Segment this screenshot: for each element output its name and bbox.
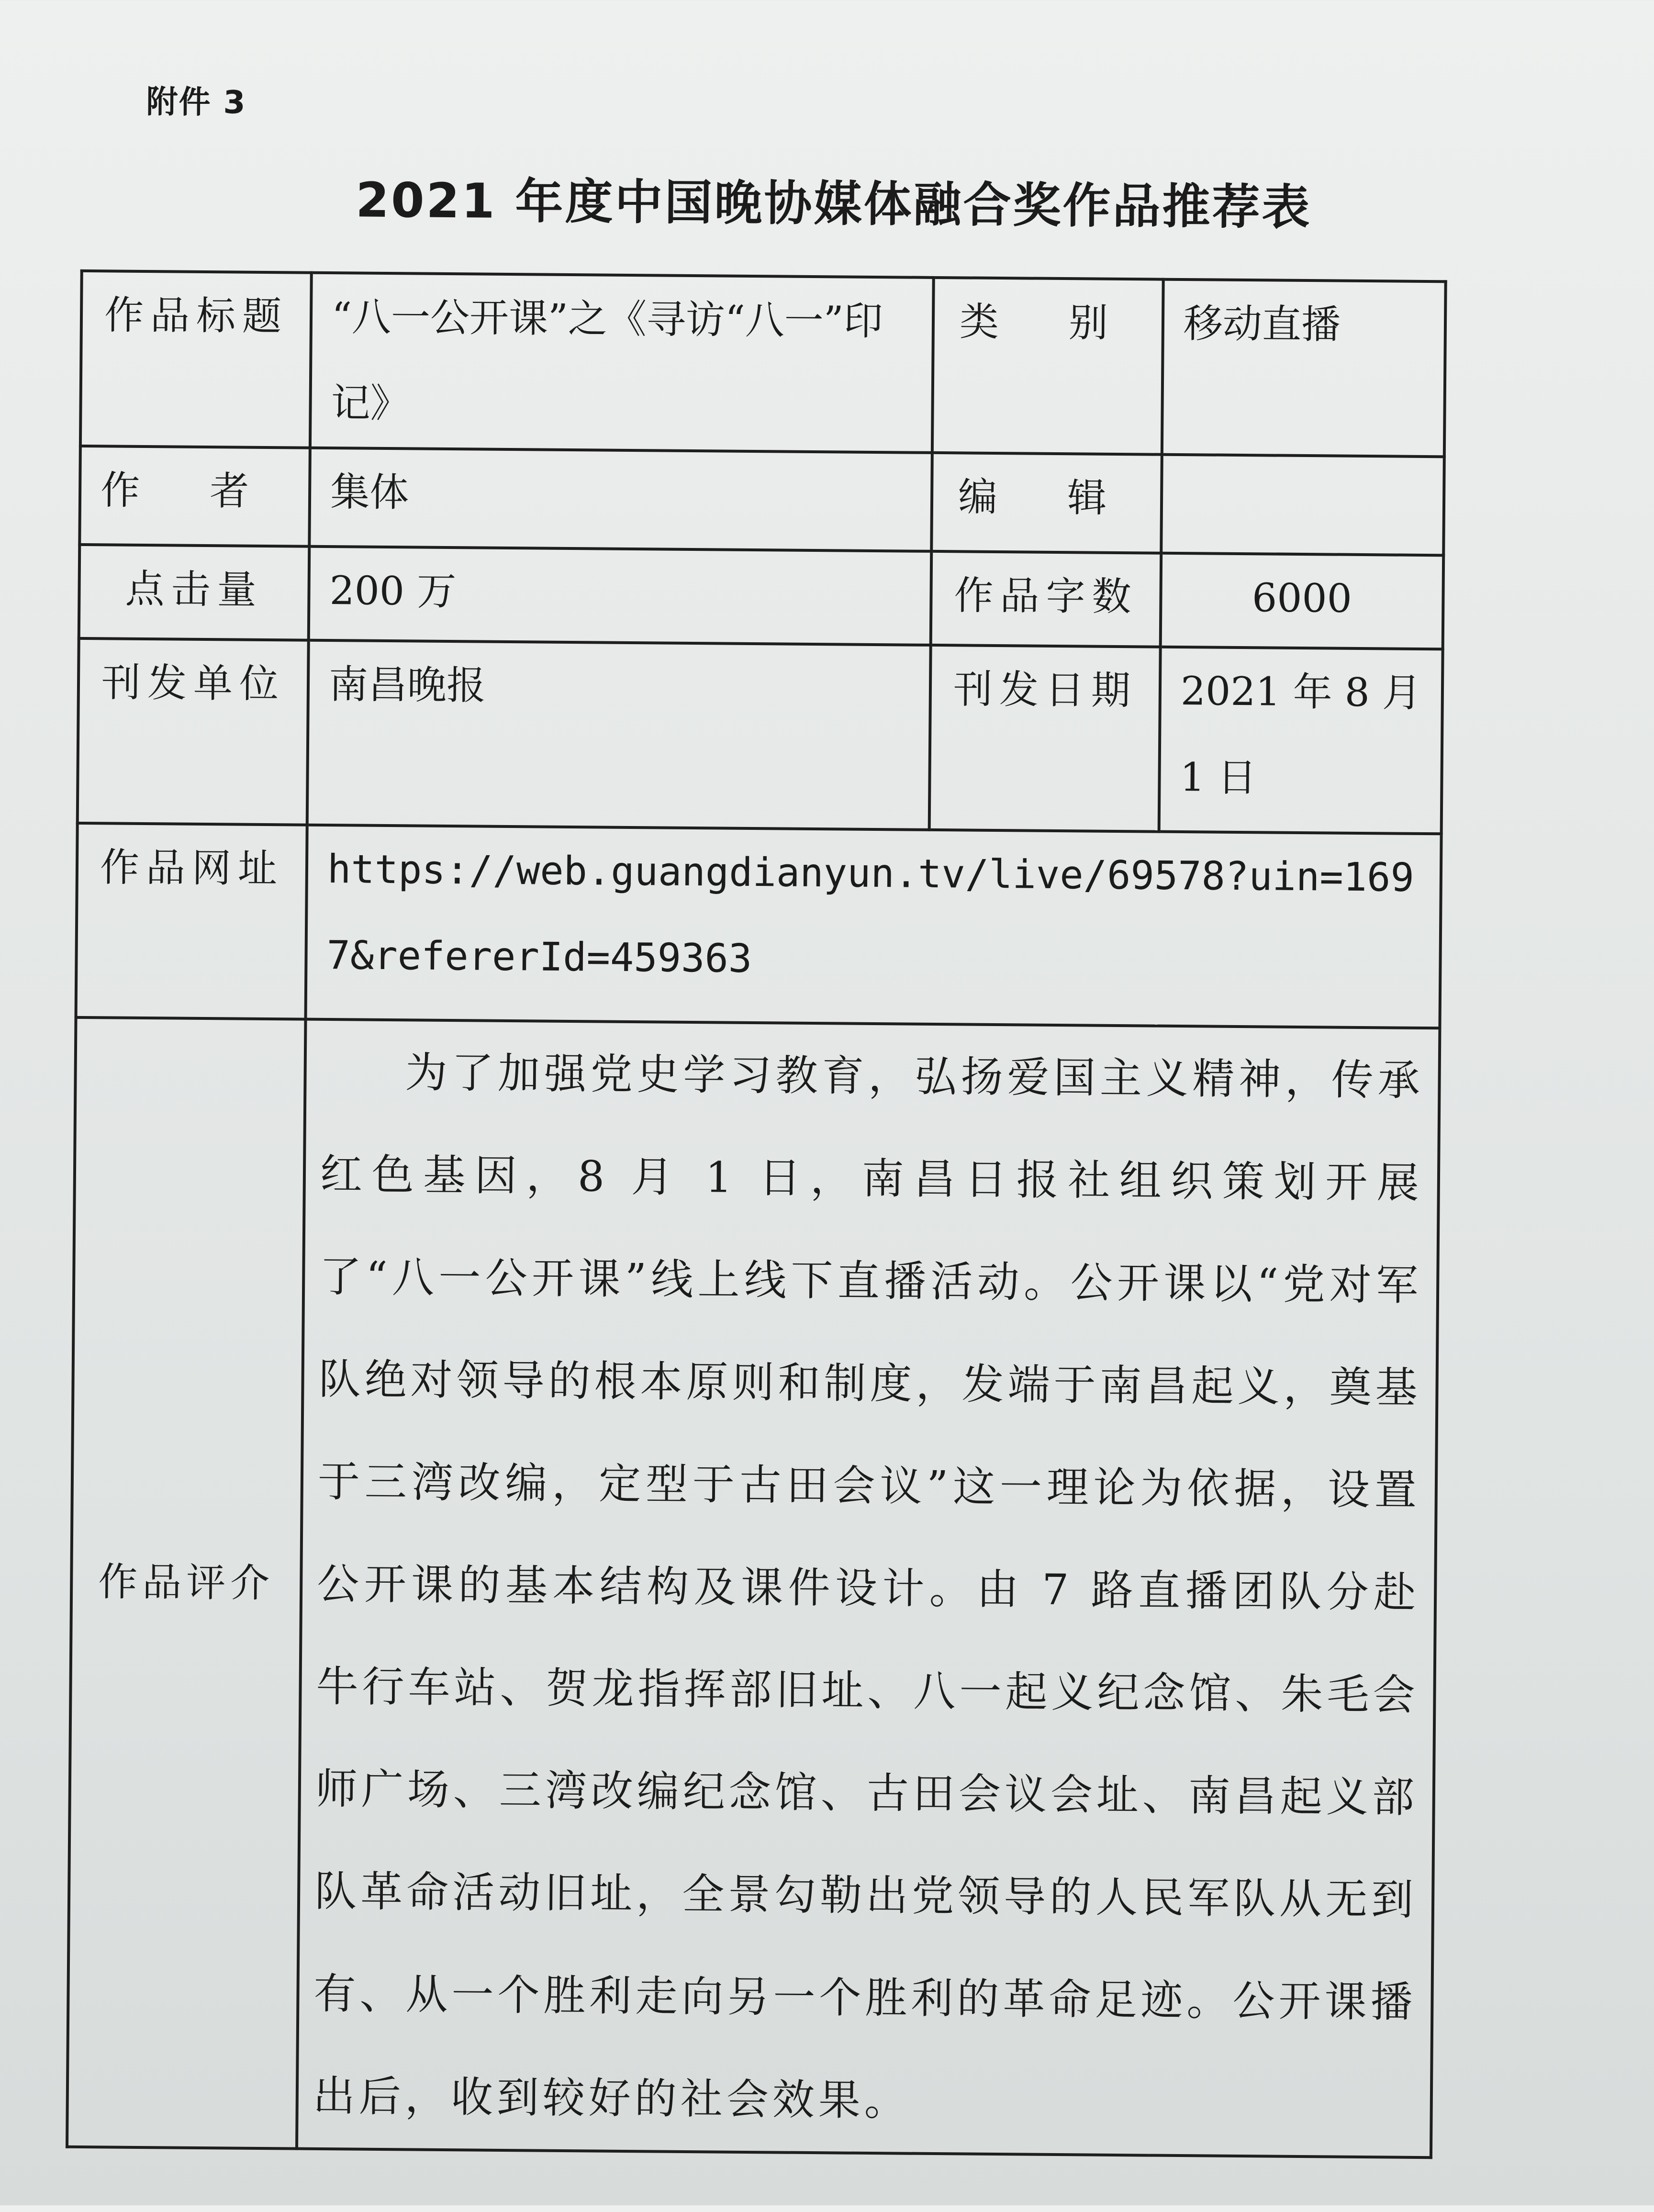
url-label: 作品网址 [76,823,307,1019]
author-label-text: 作 者 [100,468,278,515]
recommendation-form-table [66,269,1447,2159]
table-row [67,1017,1440,2157]
evaluation-label: 作品评介 [67,1017,306,2149]
work-title-label: 作品标题 [80,271,312,448]
table-row [79,446,1444,555]
word-count-value: 6000 [1161,553,1444,649]
author-label [79,446,310,547]
attachment-label: 附件 3 [146,83,246,121]
clicks-label: 点击量 [79,545,310,640]
category-label-text: 类 别 [959,299,1137,346]
document-title: 2021 年度中国晚协媒体融合奖作品推荐表 [355,172,1312,236]
url-value: https://web.guangdianyun.tv/live/69578?uin=1697&refererId=459363 [306,825,1442,1028]
category-value: 移动直播 [1162,279,1446,457]
work-title-value: “八一公开课”之《寻访“八一”印记》 [310,273,934,453]
editor-label [931,453,1162,553]
publisher-value: 南昌晚报 [307,640,931,830]
table-row [78,638,1443,834]
clicks-value: 200 万 [309,547,931,645]
evaluation-text: 为了加强党史学习教育，弘扬爱国主义精神，传承红色基因，8 月 1 日，南昌日报社组织策划开展了“八一公开课”线上线下直播活动。公开课以“党对军队绝对领导的根本原则和制度，发端于南昌起义，奠基于三湾改编，定型于古田会议”这一理论为依据，设置公开课的基本结构及课件设计。由 7 路直播团队分赴牛行车站、贺龙指挥部旧址、八一起义纪念馆、朱毛会师广场、三湾改编纪念馆、古田会议会址、南昌起义部队革命活动旧址，全景勾勒出党领导的人民军队从无到有、从一个胜利走向另一个胜利的革命足迹。公开课播出后，收到较好的社会效果。 [297,1019,1440,2158]
editor-value [1161,455,1444,556]
publish-date-value: 2021 年 8 月 1 日 [1159,647,1443,834]
publisher-label: 刊发单位 [78,638,309,825]
publish-date-label: 刊发日期 [929,645,1161,832]
table-row [76,823,1442,1028]
table-row [80,271,1446,457]
author-value: 集体 [309,448,932,551]
editor-label-text: 编 辑 [958,474,1136,522]
category-label [932,278,1163,455]
table-row [79,545,1443,649]
word-count-label: 作品字数 [931,551,1162,647]
